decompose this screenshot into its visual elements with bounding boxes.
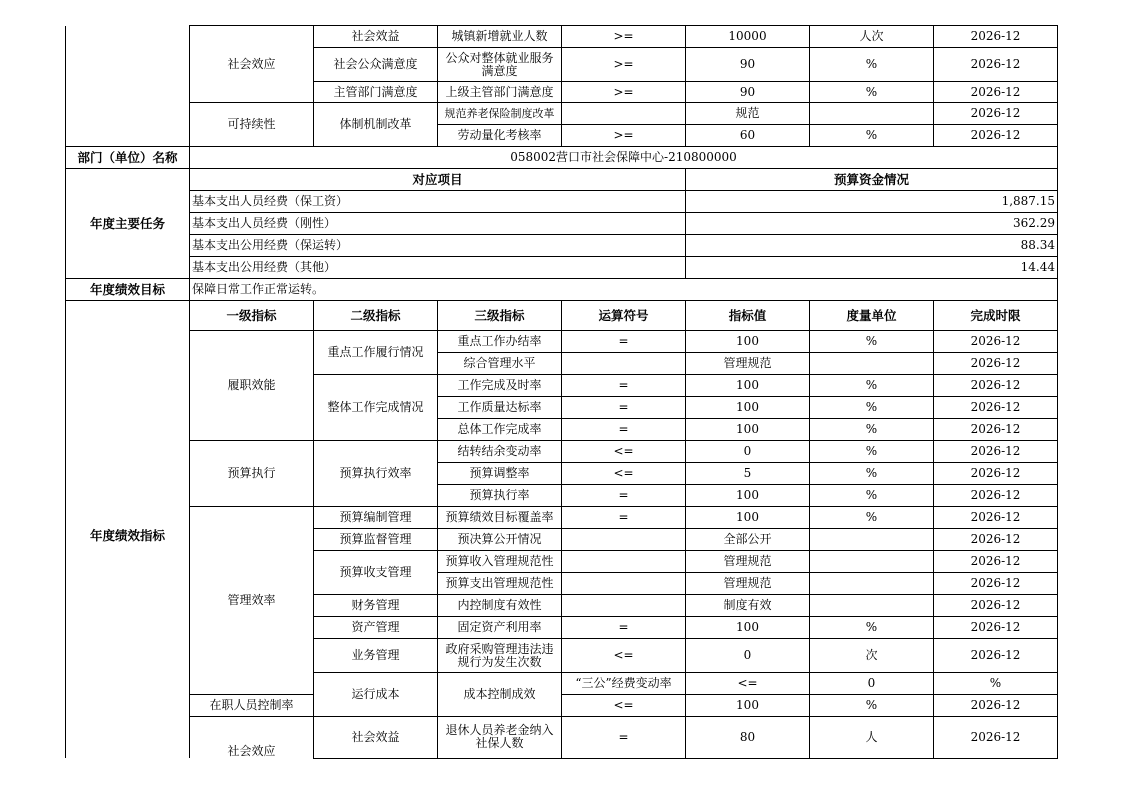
l2-cell: 预算监督管理 xyxy=(314,529,438,551)
op-cell xyxy=(562,551,686,573)
tasks-label: 年度主要任务 xyxy=(66,169,190,279)
l3-cell: 退休人员养老金纳入社保人数 xyxy=(438,717,562,759)
unit-cell: % xyxy=(810,441,934,463)
value-cell: 100 xyxy=(686,331,810,353)
header-op: 运算符号 xyxy=(562,301,686,331)
l3-cell: 预算收入管理规范性 xyxy=(438,551,562,573)
deadline-cell: 2026-12 xyxy=(934,695,1058,717)
value-cell: 0 xyxy=(810,673,934,695)
unit-cell: % xyxy=(810,695,934,717)
op-cell: = xyxy=(562,617,686,639)
l3-cell: 结转结余变动率 xyxy=(438,441,562,463)
op-cell: >= xyxy=(562,48,686,82)
unit-cell: % xyxy=(810,82,934,103)
deadline-cell: 2026-12 xyxy=(934,375,1058,397)
value-cell: 60 xyxy=(686,125,810,147)
op-cell: <= xyxy=(562,441,686,463)
blank-label-cell xyxy=(66,26,190,147)
op-cell: = xyxy=(562,397,686,419)
l1-cell: 可持续性 xyxy=(190,103,314,147)
l3-cell: 城镇新增就业人数 xyxy=(438,26,562,48)
l1-cell: 预算执行 xyxy=(190,441,314,507)
unit-cell xyxy=(810,353,934,375)
deadline-cell: 2026-12 xyxy=(934,485,1058,507)
task-name: 基本支出公用经费（其他） xyxy=(190,257,686,279)
op-cell: <= xyxy=(562,463,686,485)
l3-cell: 在职人员控制率 xyxy=(190,695,314,717)
l1-cell: 运行成本 xyxy=(314,673,438,717)
op-cell: <= xyxy=(686,673,810,695)
header-value: 指标值 xyxy=(686,301,810,331)
l1-cell: 管理效率 xyxy=(190,507,314,695)
l1-cell: 社会效应 xyxy=(190,26,314,103)
l3-cell: 预算绩效目标覆盖率 xyxy=(438,507,562,529)
l3-cell: 固定资产利用率 xyxy=(438,617,562,639)
col-project-header: 对应项目 xyxy=(190,169,686,191)
l2-cell: 整体工作完成情况 xyxy=(314,375,438,441)
deadline-cell: 2026-12 xyxy=(934,639,1058,673)
op-cell: = xyxy=(562,717,686,759)
op-cell xyxy=(562,529,686,551)
l3-cell: 政府采购管理违法违规行为发生次数 xyxy=(438,639,562,673)
unit-cell: % xyxy=(810,507,934,529)
deadline-cell: 2026-12 xyxy=(934,397,1058,419)
deadline-cell: 2026-12 xyxy=(934,353,1058,375)
deadline-cell: 2026-12 xyxy=(934,617,1058,639)
indicators-label: 年度绩效指标 xyxy=(66,301,190,759)
value-cell: 100 xyxy=(686,507,810,529)
op-cell: = xyxy=(562,331,686,353)
deadline-cell: 2026-12 xyxy=(934,463,1058,485)
l2-cell: 业务管理 xyxy=(314,639,438,673)
op-cell: >= xyxy=(562,82,686,103)
unit-cell xyxy=(810,551,934,573)
l2-cell: 资产管理 xyxy=(314,617,438,639)
dept-value: 058002营口市社会保障中心-210800000 xyxy=(190,147,1058,169)
unit-cell: % xyxy=(934,673,1058,695)
unit-cell: % xyxy=(810,125,934,147)
unit-cell xyxy=(810,573,934,595)
task-amount: 14.44 xyxy=(686,257,1058,279)
op-cell: >= xyxy=(562,125,686,147)
unit-cell: % xyxy=(810,419,934,441)
dept-label: 部门（单位）名称 xyxy=(66,147,190,169)
value-cell: 5 xyxy=(686,463,810,485)
deadline-cell: 2026-12 xyxy=(934,82,1058,103)
deadline-cell: 2026-12 xyxy=(934,419,1058,441)
op-cell: = xyxy=(562,507,686,529)
value-cell: 规范 xyxy=(686,103,810,125)
unit-cell: % xyxy=(810,397,934,419)
l3-cell: 工作质量达标率 xyxy=(438,397,562,419)
l3-cell: 预算执行率 xyxy=(438,485,562,507)
header-deadline: 完成时限 xyxy=(934,301,1058,331)
l3-cell: 规范养老保险制度改革 xyxy=(438,103,562,125)
l3-cell: 预决算公开情况 xyxy=(438,529,562,551)
value-cell: 0 xyxy=(686,441,810,463)
header-l1: 一级指标 xyxy=(190,301,314,331)
l2-cell: 社会效益 xyxy=(314,26,438,48)
value-cell: 10000 xyxy=(686,26,810,48)
deadline-cell: 2026-12 xyxy=(934,717,1058,759)
goal-label: 年度绩效目标 xyxy=(66,279,190,301)
value-cell: 100 xyxy=(686,617,810,639)
unit-cell: % xyxy=(810,48,934,82)
l2-cell: 预算收支管理 xyxy=(314,551,438,595)
value-cell: 100 xyxy=(686,419,810,441)
op-cell xyxy=(562,353,686,375)
value-cell: 管理规范 xyxy=(686,573,810,595)
op-cell: = xyxy=(562,419,686,441)
l2-cell: 社会效益 xyxy=(314,717,438,759)
unit-cell xyxy=(810,595,934,617)
value-cell: 90 xyxy=(686,48,810,82)
unit-cell: 次 xyxy=(810,639,934,673)
l1-cell: 社会效应 xyxy=(190,717,314,759)
value-cell: 管理规范 xyxy=(686,353,810,375)
unit-cell: % xyxy=(810,617,934,639)
col-budget-header: 预算资金情况 xyxy=(686,169,1058,191)
deadline-cell: 2026-12 xyxy=(934,331,1058,353)
task-name: 基本支出人员经费（保工资） xyxy=(190,191,686,213)
l2-cell: 社会公众满意度 xyxy=(314,48,438,82)
deadline-cell: 2026-12 xyxy=(934,595,1058,617)
l2-cell: 预算执行效率 xyxy=(314,441,438,507)
value-cell: 全部公开 xyxy=(686,529,810,551)
l1-cell: 履职效能 xyxy=(190,331,314,441)
task-amount: 88.34 xyxy=(686,235,1058,257)
value-cell: 0 xyxy=(686,639,810,673)
header-l2: 二级指标 xyxy=(314,301,438,331)
l2-cell: 重点工作履行情况 xyxy=(314,331,438,375)
value-cell: 100 xyxy=(686,397,810,419)
value-cell: 100 xyxy=(686,695,810,717)
unit-cell xyxy=(810,529,934,551)
l2-cell: 体制机制改革 xyxy=(314,103,438,147)
deadline-cell: 2026-12 xyxy=(934,103,1058,125)
unit-cell: 人 xyxy=(810,717,934,759)
value-cell: 管理规范 xyxy=(686,551,810,573)
deadline-cell: 2026-12 xyxy=(934,125,1058,147)
value-cell: 80 xyxy=(686,717,810,759)
op-cell xyxy=(562,595,686,617)
op-cell: <= xyxy=(562,695,686,717)
value-cell: 90 xyxy=(686,82,810,103)
op-cell: >= xyxy=(562,26,686,48)
op-cell: = xyxy=(562,485,686,507)
l3-cell: 重点工作办结率 xyxy=(438,331,562,353)
l3-cell: 综合管理水平 xyxy=(438,353,562,375)
deadline-cell: 2026-12 xyxy=(934,551,1058,573)
unit-cell: 人次 xyxy=(810,26,934,48)
deadline-cell: 2026-12 xyxy=(934,529,1058,551)
op-cell: = xyxy=(562,375,686,397)
unit-cell: % xyxy=(810,375,934,397)
l2-cell: 成本控制成效 xyxy=(438,673,562,717)
task-amount: 362.29 xyxy=(686,213,1058,235)
l3-cell: 预算支出管理规范性 xyxy=(438,573,562,595)
unit-cell: % xyxy=(810,485,934,507)
value-cell: 100 xyxy=(686,485,810,507)
unit-cell xyxy=(810,103,934,125)
l3-cell: 工作完成及时率 xyxy=(438,375,562,397)
deadline-cell: 2026-12 xyxy=(934,48,1058,82)
unit-cell: % xyxy=(810,331,934,353)
l3-cell: 公众对整体就业服务满意度 xyxy=(438,48,562,82)
header-unit: 度量单位 xyxy=(810,301,934,331)
l3-cell: “三公”经费变动率 xyxy=(562,673,686,695)
l3-cell: 总体工作完成率 xyxy=(438,419,562,441)
deadline-cell: 2026-12 xyxy=(934,441,1058,463)
op-cell: <= xyxy=(562,639,686,673)
deadline-cell: 2026-12 xyxy=(934,507,1058,529)
l3-cell: 上级主管部门满意度 xyxy=(438,82,562,103)
op-cell xyxy=(562,573,686,595)
l2-cell: 财务管理 xyxy=(314,595,438,617)
header-l3: 三级指标 xyxy=(438,301,562,331)
l3-cell: 预算调整率 xyxy=(438,463,562,485)
task-name: 基本支出公用经费（保运转） xyxy=(190,235,686,257)
unit-cell: % xyxy=(810,463,934,485)
l3-cell: 劳动量化考核率 xyxy=(438,125,562,147)
task-name: 基本支出人员经费（刚性） xyxy=(190,213,686,235)
deadline-cell: 2026-12 xyxy=(934,26,1058,48)
task-amount: 1,887.15 xyxy=(686,191,1058,213)
performance-table xyxy=(65,25,1058,759)
value-cell: 制度有效 xyxy=(686,595,810,617)
op-cell xyxy=(562,103,686,125)
deadline-cell: 2026-12 xyxy=(934,573,1058,595)
l2-cell: 主管部门满意度 xyxy=(314,82,438,103)
value-cell: 100 xyxy=(686,375,810,397)
l3-cell: 内控制度有效性 xyxy=(438,595,562,617)
l2-cell: 预算编制管理 xyxy=(314,507,438,529)
goal-value: 保障日常工作正常运转。 xyxy=(190,279,1058,301)
